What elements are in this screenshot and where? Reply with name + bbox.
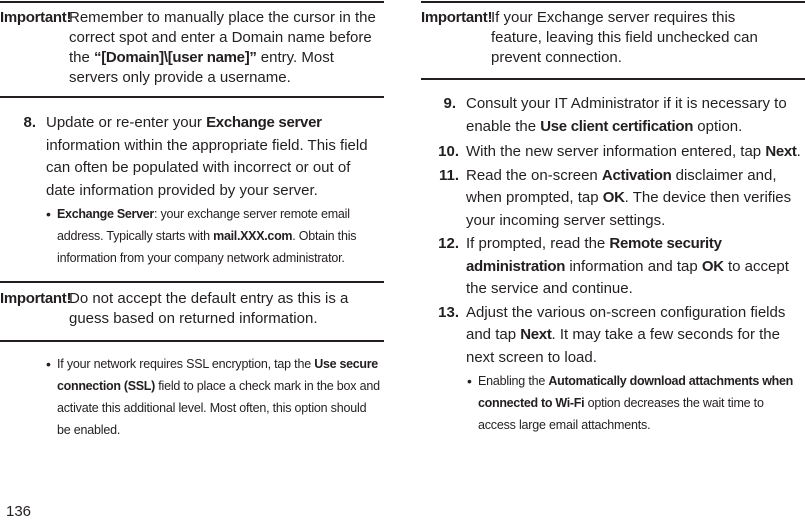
step-number: 8. [23, 114, 36, 131]
note-rule-bottom [0, 340, 384, 342]
bullet-dot: • [46, 356, 51, 372]
step-number: 9. [443, 95, 456, 112]
step-11: 11. Read the on-screen Activation disclaimer and, when prompted, tap OK. The device then verifies your incoming server settings. [421, 165, 805, 233]
step-number: 12. [438, 235, 459, 252]
step-10: 10. With the new server information entered, tap Next. [421, 141, 805, 164]
bullet-exchange-server: • Exchange Server: your exchange server remote email address. Typically starts with mail.XXX.com. Obtain this information from your company network administrator. [0, 203, 384, 269]
important-note-default-entry [0, 289, 384, 329]
note-rule-top [0, 281, 384, 283]
step-number: 13. [438, 303, 459, 321]
step-12: 12. If prompted, read the Remote security administration information and tap OK to accept the service and continue. [421, 233, 805, 301]
bullet-dot: • [467, 373, 472, 389]
important-label: Important! [421, 9, 493, 26]
note-rule-top [0, 1, 384, 3]
important-note-domain [0, 8, 384, 88]
step-number: 10. [438, 143, 459, 160]
left-column [0, 0, 384, 441]
important-note-text: Remember to manually place the cursor in the correct spot and enter a Domain name before the “[Domain]\[user name]” entry. Most servers only provide a username. [69, 9, 376, 86]
step-number: 11. [438, 166, 459, 184]
bullet-auto-download: • Enabling the Automatically download attachments when connected to Wi-Fi option decreases the wait time to access large email attachments. [421, 370, 805, 436]
step-8: 8. Update or re-enter your Exchange server information within the appropriate field. This field can often be populated with incorrect or out of date information provided by your server. [0, 112, 384, 202]
bullet-ssl: • If your network requires SSL encryption, tap the Use secure connection (SSL) field to place a check mark in the box and activate this additional level. Most often, this option should be enabled. [0, 353, 384, 441]
note-rule-bottom [421, 78, 805, 80]
important-label: Important! [0, 290, 72, 307]
important-note-text: If your Exchange server requires this feature, leaving this field unchecked can prevent connection. [491, 9, 758, 66]
important-label: Important! [0, 9, 72, 26]
note-rule-bottom [0, 96, 384, 98]
important-note-exchange-feature [421, 8, 805, 68]
step-9: 9. Consult your IT Administrator if it is necessary to enable the Use client certification option. [421, 93, 805, 138]
page-number: 136 [6, 503, 32, 520]
step-13: 13. Adjust the various on-screen configuration fields and tap Next. It may take a few seconds for the next screen to load. [421, 302, 805, 370]
important-note-text: Do not accept the default entry as this is a guess based on returned information. [69, 290, 349, 327]
bullet-dot: • [46, 206, 51, 222]
note-rule-top [421, 1, 805, 3]
right-column [421, 0, 805, 436]
